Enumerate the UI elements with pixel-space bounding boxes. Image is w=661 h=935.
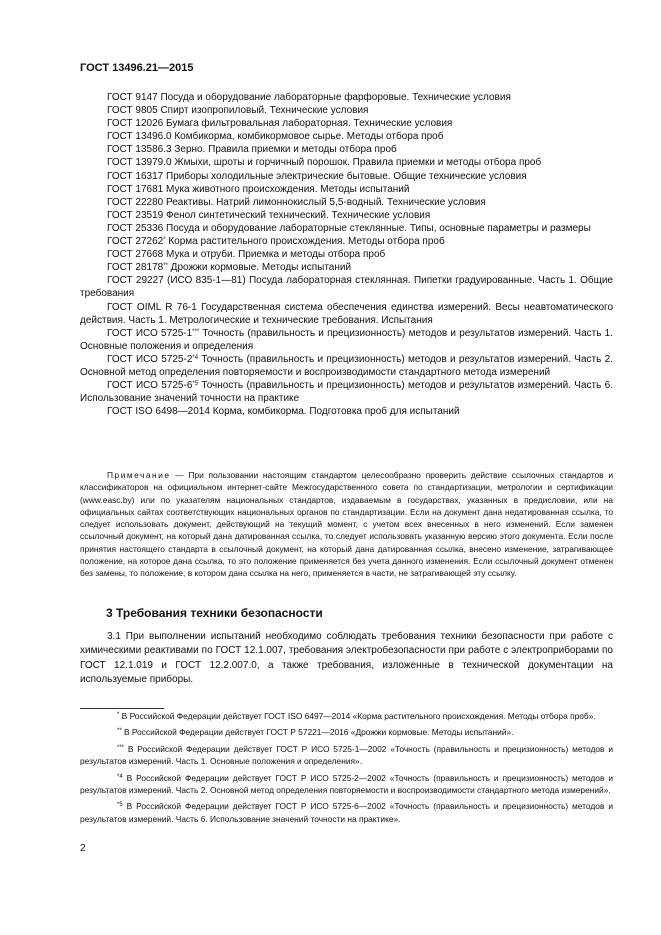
reference-title: Посуда и оборудование лабораторные фарфоровые. Технические условия: [160, 92, 511, 103]
reference-code: ГОСТ ИСО 5725-2: [107, 353, 193, 365]
reference-item: [80, 143, 613, 156]
note-text: — При пользовании настоящим стандартом целесообразно проверить действие ссылочных стандартов и классификаторов на официальном интернет-сайте Межгосударственного совета по стандартизации, метрологии и сертификации (www.easc.by) или по указателям национальных стандартов, издаваемым в государствах, указанных в предисловии, или на официальных сайтах соответствующих национальных органов по стандартизации. Если на документ дана недатированная ссылка, то следует использовать документ, действующий на текущий момент, с учетом всех внесенных в него изменений. Если заменен ссылочный документ, на который дана датированная ссылка, то следует использовать указанную версию этого документа. Если после принятия настоящего стандарта в ссылочный документ, на который дана датированная ссылка, внесено изменение, затрагивающее положение, на которое дана ссылка, то это положение применяется без учета данного изменения. Если ссылочный документ отменен без замены, то положение, в котором дана ссылка на него, применяется в части, не затрагивающей эту ссылку.: [80, 470, 613, 579]
reference-code: ГОСТ 27262: [107, 236, 164, 248]
document-header: ГОСТ 13496.21—2015: [80, 62, 194, 74]
reference-title: Зерно. Правила приемки и методы отбора проб: [174, 144, 397, 156]
section-paragraph: 3.1 При выполнении испытаний необходимо соблюдать требования техники безопасности при работе с химическими реактивами по ГОСТ 12.1.007, требования электробезопасности при работе с электроприборами по ГОСТ 12.1.019 и ГОСТ 12.2.007.0, а также требования, изложенные в технической документации на используемые приборы.: [80, 631, 613, 686]
reference-item: [80, 261, 613, 274]
reference-code: ГОСТ 16317: [107, 170, 164, 182]
footnote-text: В Российской Федерации действует ГОСТ Р 57221—2016 «Дрожжи кормовые. Методы испытаний».: [124, 727, 514, 738]
reference-title: Корма растительного происхождения. Методы отбора проб: [168, 236, 445, 248]
footnote-marker: **: [117, 728, 122, 735]
reference-code: ГОСТ 22280: [107, 196, 164, 208]
reference-title: Мука животного происхождения. Методы испытаний: [166, 183, 410, 195]
reference-title: Комбикорма, комбикормовое сырье. Методы отбора проб: [174, 131, 444, 143]
footnote-text: В Российской Федерации действует ГОСТ Р ИСО 5725-1—2002 «Точность (правильность и прецизионность) методов и результатов измерений. Часть 1. Основные положения и определения».: [80, 743, 614, 767]
reference-title: Точность (правильность и прецизионность) методов и результатов измерений. Часть 6. Использование значений точности на практике: [80, 380, 613, 405]
reference-item: [80, 117, 613, 130]
reference-item: [80, 235, 613, 248]
reference-title: Бумага фильтровальная лабораторная. Технические условия: [166, 118, 453, 130]
footnote-text: В Российской Федерации действует ГОСТ ISO 6497—2014 «Корма растительного происхождения. Методы отбора проб».: [121, 711, 596, 721]
footnote-marker: *5: [192, 381, 199, 388]
reference-item: [80, 156, 613, 169]
footnote-marker: *: [163, 237, 166, 244]
footnote-text: В Российской Федерации действует ГОСТ Р ИСО 5725-6—2002 «Точность (правильность и прецизионность) методов и результатов измерений. Часть 6. Использование значений точности на практике».: [80, 801, 613, 824]
footnote-divider: [80, 708, 164, 709]
footnote: [80, 710, 613, 722]
reference-code: ГОСТ 13586.3: [107, 144, 172, 156]
footnote-marker: ***: [192, 328, 200, 335]
reference-item: [80, 130, 613, 143]
reference-item: [80, 327, 613, 353]
reference-title: Точность (правильность и прецизионность) методов и результатов измерений. Часть 2. Основной метод определения повторяемости и воспроизводимости стандартного метода измерений: [80, 353, 613, 378]
reference-code: ГОСТ 29227 (ИСО 835-1—81): [107, 275, 246, 287]
reference-code: ГОСТ 27668: [107, 249, 164, 261]
reference-code: ГОСТ 17681: [107, 183, 164, 195]
reference-item: [80, 170, 613, 183]
footnote-text: В Российской Федерации действует ГОСТ Р ИСО 5725-2—2002 «Точность (правильность и прецизионность) методов и результатов измерений. Часть 2. Основной метод определения повторяемости и воспроизводимости стандартного метода измерений».: [80, 772, 613, 796]
reference-code: ГОСТ 13496.0: [107, 131, 172, 143]
reference-code: ГОСТ 13979.0: [107, 157, 172, 169]
reference-title: Посуда и оборудование лабораторные стеклянные. Типы, основные параметры и размеры: [166, 222, 591, 234]
footnote: [80, 800, 613, 825]
reference-code: ГОСТ 28178: [107, 262, 164, 274]
reference-code: ГОСТ ИСО 5725-6: [107, 380, 193, 392]
reference-title: Приборы холодильные электрические бытовые. Общие технические условия: [166, 170, 527, 182]
footnote-marker: *5: [117, 802, 123, 809]
note-block: [80, 469, 613, 580]
reference-code: ГОСТ 12026: [107, 118, 164, 130]
reference-item: [80, 274, 613, 300]
reference-item: [80, 183, 613, 196]
reference-title: Спирт изопропиловый. Технические условия: [160, 105, 369, 117]
reference-item: [80, 301, 613, 327]
reference-item: [80, 248, 613, 261]
section-heading: 3 Требования техники безопасности: [106, 606, 323, 620]
footnote-marker: *4: [192, 354, 199, 361]
footnote: [80, 772, 613, 797]
footnote-marker: *: [117, 712, 120, 718]
reference-item: [80, 104, 613, 117]
normative-references-list: [80, 91, 613, 418]
reference-title: Корма, комбикорма. Подготовка проб для испытаний: [212, 406, 460, 418]
footnote-marker: ***: [117, 744, 125, 751]
reference-item: [80, 353, 613, 379]
footnote: [80, 743, 613, 768]
reference-item: [80, 222, 613, 235]
reference-title: Жмыхи, шроты и горчичный порошок. Правила приемки и методы отбора проб: [174, 157, 542, 169]
reference-code: ГОСТ 9805: [107, 105, 158, 117]
note-label: Примечание: [107, 470, 171, 480]
reference-item: [80, 196, 613, 209]
reference-title: Государственная система обеспечения единства измерений. Весы неавтоматического действия. Часть 1. Метрологические и технические требования. Испытания: [80, 301, 614, 326]
footnotes-list: [80, 710, 613, 829]
reference-title: Дрожжи кормовые. Методы испытаний: [170, 262, 352, 274]
reference-title: Реактивы. Натрий лимоннокислый 5,5-водный. Технические условия: [166, 196, 486, 208]
reference-code: ГОСТ 9147: [107, 92, 158, 103]
reference-title: Мука и отруби. Приемка и методы отбора проб: [166, 249, 386, 261]
footnote-marker: **: [163, 263, 168, 270]
reference-item: [80, 405, 613, 418]
reference-code: ГОСТ 25336: [107, 222, 164, 234]
footnote: [80, 726, 613, 738]
reference-code: ГОСТ OIML R 76-1: [107, 301, 197, 313]
reference-title: Посуда лабораторная стеклянная. Пипетки градуированные. Часть 1. Общие требования: [80, 275, 613, 300]
reference-code: ГОСТ ИСО 5725-1: [107, 327, 193, 339]
page-number: 2: [80, 843, 86, 854]
reference-title: Фенол синтетический технический. Технические условия: [166, 209, 431, 221]
reference-code: ГОСТ 23519: [107, 209, 164, 221]
reference-title: Точность (правильность и прецизионность) методов и результатов измерений. Часть 1. Основные положения и определения: [80, 327, 613, 352]
reference-item: [80, 91, 613, 104]
reference-item: [80, 379, 613, 405]
reference-item: [80, 209, 613, 222]
reference-code: ГОСТ ISO 6498—2014: [107, 406, 210, 418]
footnote-marker: *4: [117, 773, 123, 780]
